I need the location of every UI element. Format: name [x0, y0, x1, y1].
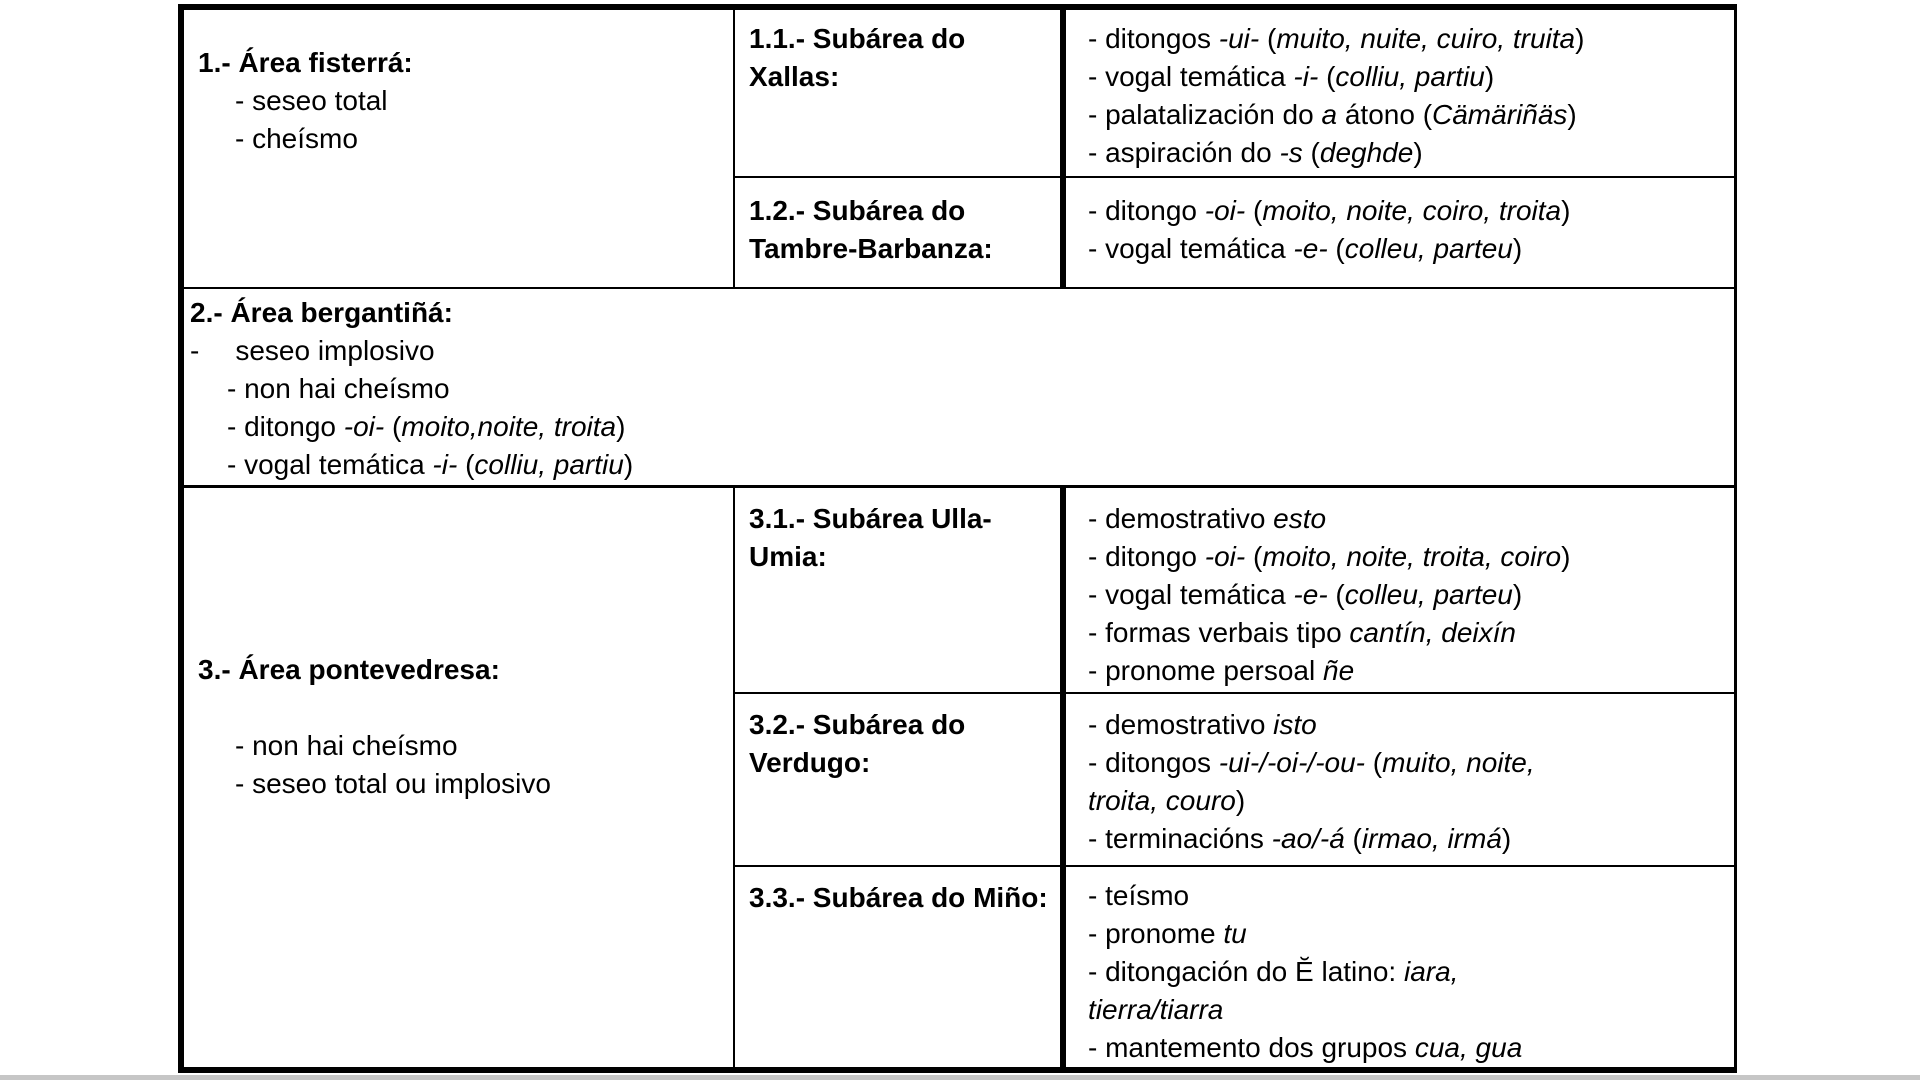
area-1-title: 1.- Área fisterrá: [198, 47, 413, 78]
subrow-3-2 [735, 694, 1734, 867]
spacer [198, 689, 725, 727]
subarea-3-2-label-cell [735, 694, 1066, 865]
subarea-3-2-features: - demostrativo isto - ditongos -ui-/-oi-/-ou- (muito, noite, troita, couro) - terminacións -ao/-á (irmao, irmá) [1088, 709, 1535, 854]
subarea-3-3-label: 3.3.- Subárea do Miño: [749, 882, 1048, 913]
area-2-features: - seseo implosivo - non hai cheísmo - ditongo -oi- (moito,noite, troita) - vogal temática -i- (colliu, partiu) [190, 335, 634, 481]
subarea-1-1-label: 1.1.- Subárea do Xallas: [749, 23, 966, 92]
subarea-3-2-label: 3.2.- Subárea do Verdugo: [749, 709, 966, 778]
subarea-3-3-label-cell [735, 867, 1066, 1067]
dialect-areas-table [178, 4, 1737, 1073]
subarea-3-1-features: - demostrativo esto - ditongo -oi- (moito, noite, troita, coiro) - vogal temática -e- (colleu, parteu) - formas verbais tipo cantín, deixín - pronome persoal ñe [1088, 503, 1571, 686]
area-3-features: - non hai cheísmo - seseo total ou implosivo [235, 730, 551, 799]
page-edge-strip [0, 1075, 1920, 1080]
area-1-subareas [735, 10, 1734, 287]
subrow-3-3 [735, 867, 1734, 1067]
subarea-1-2-label: 1.2.- Subárea do Tambre-Barbanza: [749, 195, 993, 264]
row-area-1 [184, 10, 1734, 287]
area-2-title: 2.- Área bergantiñá: [190, 297, 453, 329]
row-area-2 [184, 287, 1734, 485]
subarea-1-2-features: - ditongo -oi- (moito, noite, coiro, troita) - vogal temática -e- (colleu, parteu) [1088, 195, 1571, 264]
subarea-1-1-features: - ditongos -ui- (muito, nuite, cuiro, truita) - vogal temática -i- (colliu, partiu) - palatalización do a átono (Cämäriñäs) - aspiración do -s (deghde) [1088, 23, 1585, 168]
area-1-features: - seseo total - cheísmo [235, 85, 388, 154]
area-1-cell [184, 10, 735, 287]
subarea-3-3-features: - teísmo - pronome tu - ditongación do Ĕ latino: iara, tierra/tiarra - mantemento dos grupos cua, gua [1088, 880, 1523, 1063]
subrow-1-2 [735, 178, 1734, 287]
subrow-3-1 [735, 488, 1734, 694]
subarea-1-2-label-cell [735, 178, 1066, 287]
row-area-3 [184, 485, 1734, 1067]
subarea-3-1-label: 3.1.- Subárea Ulla-Umia: [749, 503, 992, 572]
subarea-3-1-label-cell [735, 488, 1066, 692]
area-3-cell [184, 488, 735, 1067]
subarea-1-1-label-cell [735, 10, 1066, 176]
area-3-subareas [735, 488, 1734, 1067]
subrow-1-1 [735, 10, 1734, 178]
area-3-title: 3.- Área pontevedresa: [198, 654, 500, 685]
